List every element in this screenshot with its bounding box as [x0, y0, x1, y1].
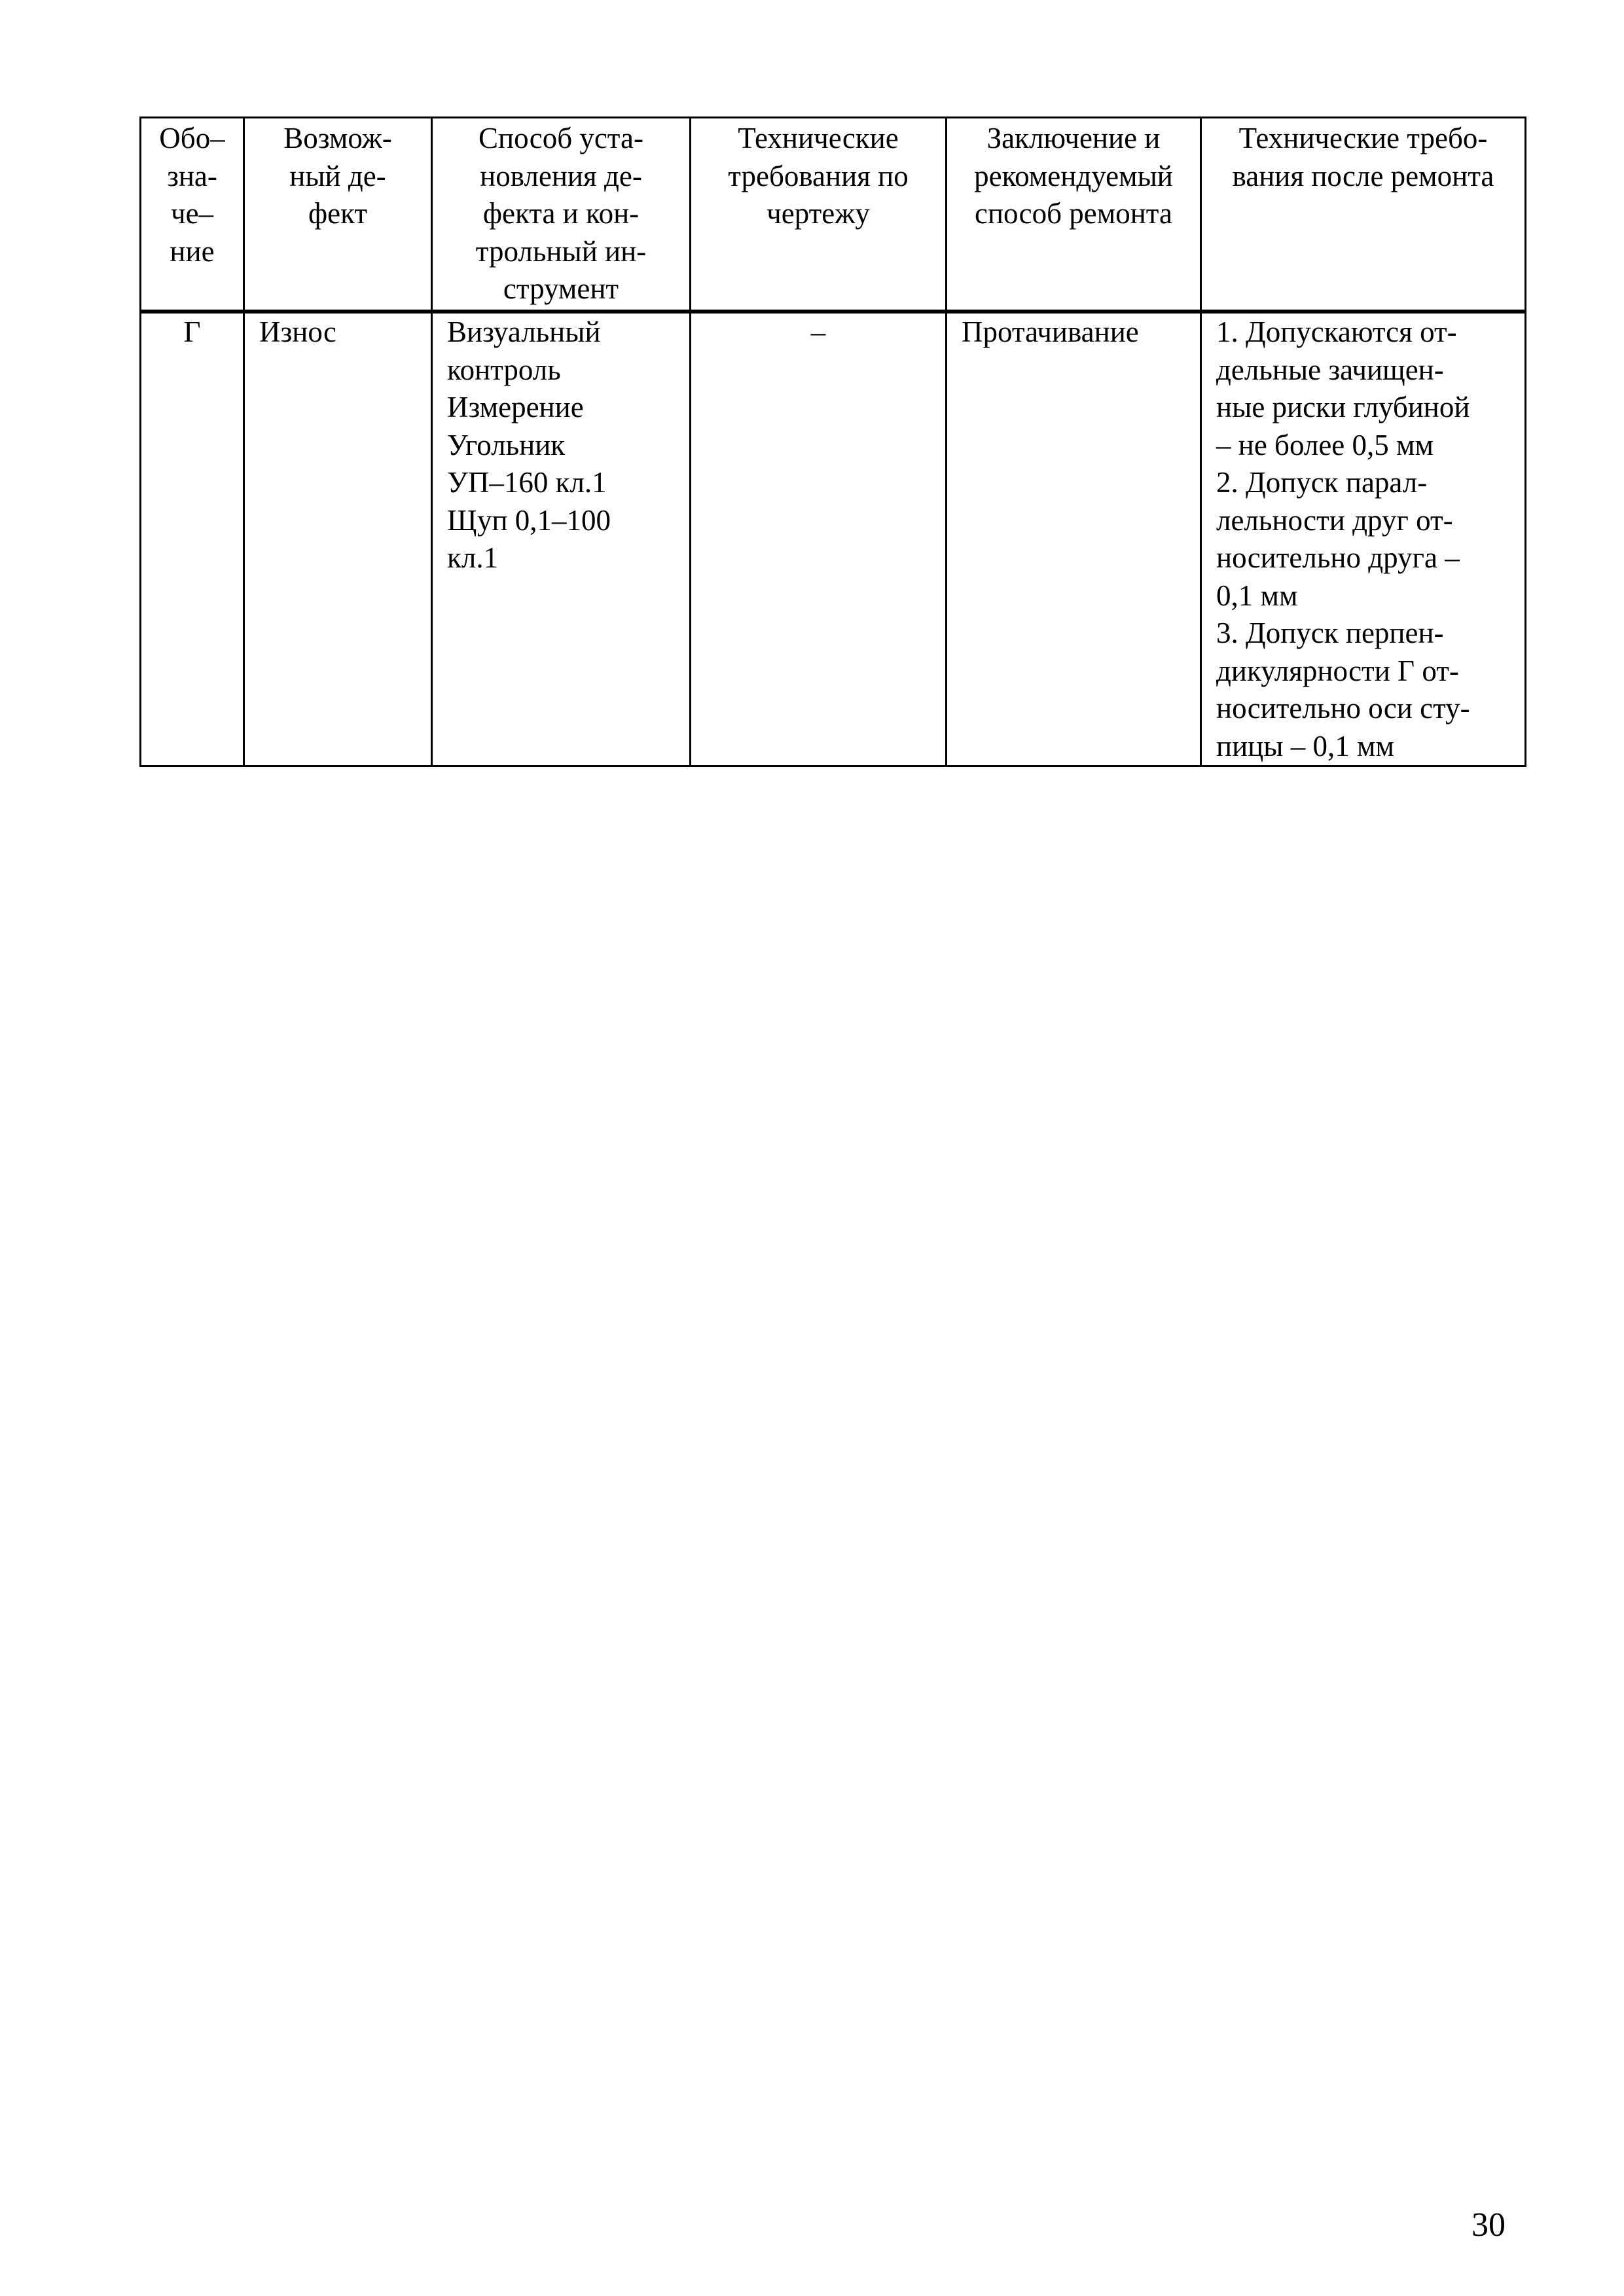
table-body	[141, 312, 1526, 766]
cell-after-repair-requirements: 1. Допускаются от- дельные зачищен- ные риски глубиной – не более 0,5 мм 2. Допуск парал- лельности друг от- носительно друга – 0,1 мм 3. Допуск перпен- дикулярности Г от- носительно оси сту- пицы – 0,1 мм	[1201, 312, 1526, 766]
page-number: 30	[1471, 2206, 1506, 2244]
cell-designation: Г	[141, 312, 244, 766]
table-header	[141, 118, 1526, 312]
table-row	[141, 312, 1526, 766]
header-possible-defect: Возмож- ный де- фект	[244, 118, 432, 312]
cell-defect: Износ	[244, 312, 432, 766]
cell-detection-method: Визуальный контроль Измерение Угольник УП–160 кл.1 Щуп 0,1–100 кл.1	[432, 312, 691, 766]
header-repair-method: Заключение и рекомендуемый способ ремонта	[947, 118, 1201, 312]
cell-drawing-requirements: –	[691, 312, 947, 766]
header-drawing-requirements: Технические требования по чертежу	[691, 118, 947, 312]
cell-repair-method: Протачивание	[947, 312, 1201, 766]
defect-table	[139, 117, 1526, 767]
header-row	[141, 118, 1526, 312]
header-detection-method: Способ уста- новления де- фекта и кон- трольный ин- струмент	[432, 118, 691, 312]
header-designation: Обо– зна- че– ние	[141, 118, 244, 312]
header-after-repair-requirements: Технические требо- вания после ремонта	[1201, 118, 1526, 312]
